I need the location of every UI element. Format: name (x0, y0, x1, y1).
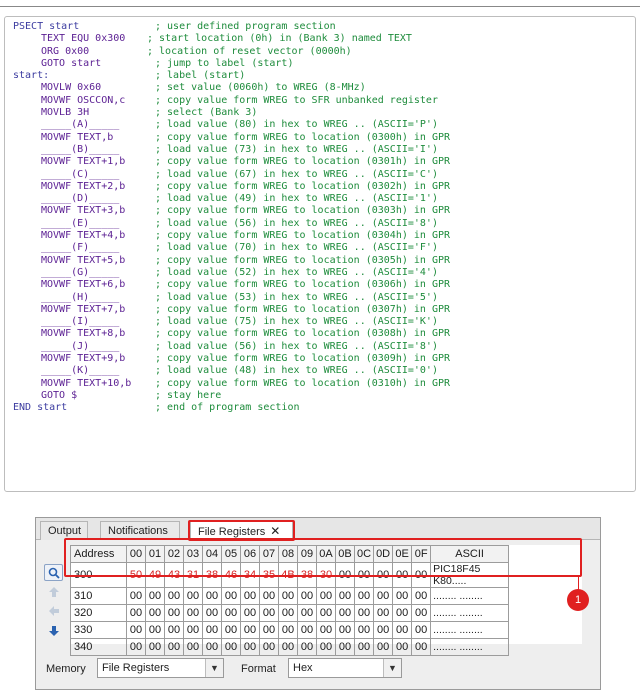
code-comment: ; end of program section (155, 402, 300, 414)
register-cell[interactable]: 31 (184, 563, 203, 588)
register-cell[interactable]: 4B (279, 563, 298, 588)
code-label: PSECT start (13, 21, 80, 32)
register-cell[interactable]: 00 (260, 639, 279, 656)
table-row[interactable] (71, 588, 509, 605)
code-instruction: MOVWF TEXT+6,b (41, 279, 126, 291)
register-cell[interactable]: 00 (393, 588, 412, 605)
register-cell[interactable]: 00 (317, 639, 336, 656)
column-header[interactable]: 0B (336, 546, 355, 563)
format-select[interactable] (288, 658, 402, 678)
register-cell[interactable]: 00 (184, 588, 203, 605)
code-comment: ; stay here (155, 389, 222, 401)
code-label: start: (13, 70, 50, 82)
register-cell[interactable]: 00 (127, 605, 146, 622)
code-instruction: _____(B)_____ (41, 143, 120, 155)
register-cell[interactable]: 00 (393, 605, 412, 622)
register-cell[interactable]: 00 (222, 605, 241, 622)
code-comment: ; load value (67) in hex to WREG .. (ASCII='C') (155, 168, 438, 180)
column-header[interactable]: 07 (260, 546, 279, 563)
code-instruction: MOVWF TEXT,b (41, 131, 114, 143)
row-address: 310 (71, 588, 127, 605)
arrow-down-icon[interactable] (44, 622, 63, 639)
register-cell[interactable]: 00 (203, 588, 222, 605)
register-cell[interactable]: 00 (127, 639, 146, 656)
search-icon[interactable] (44, 564, 63, 581)
register-cell[interactable]: 50 (127, 563, 146, 588)
row-highlight-box (64, 538, 582, 577)
register-cell[interactable]: 00 (241, 588, 260, 605)
register-cell[interactable]: 00 (374, 622, 393, 639)
arrow-left-icon[interactable] (44, 602, 63, 619)
code-instruction: MOVWF TEXT+7,b (41, 303, 126, 315)
code-comment: ; copy value form WREG to location (0300h) in GPR (155, 131, 451, 143)
register-cell[interactable]: 00 (412, 622, 431, 639)
code-instruction: _____(F)_____ (41, 242, 120, 254)
register-cell[interactable]: 38 (298, 563, 317, 588)
register-cell[interactable]: 00 (412, 563, 431, 588)
register-cell[interactable]: 00 (279, 605, 298, 622)
code-comment: ; copy value form WREG to location (0306h) in GPR (155, 279, 451, 291)
code-instruction: _____(G)_____ (41, 266, 120, 278)
register-cell[interactable]: 00 (127, 588, 146, 605)
code-listing (4, 16, 636, 492)
register-cell[interactable]: 46 (222, 563, 241, 588)
code-instruction: MOVWF OSCCON,c (41, 94, 126, 106)
register-cell[interactable]: 00 (279, 639, 298, 656)
register-cell[interactable]: 00 (412, 605, 431, 622)
register-cell[interactable]: 00 (203, 605, 222, 622)
register-cell[interactable]: 00 (241, 639, 260, 656)
register-cell[interactable]: 00 (336, 588, 355, 605)
dropdown-arrow-icon[interactable]: ▼ (383, 659, 401, 677)
register-cell[interactable]: 00 (336, 605, 355, 622)
tab-file-registers-label: File Registers (198, 526, 266, 538)
code-comment: ; copy value form WREG to location (0305h) in GPR (155, 254, 451, 266)
register-cell[interactable]: 00 (393, 622, 412, 639)
code-comment: ; copy value form WREG to location (0310h) in GPR (155, 377, 451, 389)
code-instruction: GOTO start (41, 57, 102, 69)
tab-output-label: Output (48, 525, 82, 537)
code-instruction: MOVWF TEXT+3,b (41, 205, 126, 217)
code-instruction: MOVWF TEXT+8,b (41, 328, 126, 340)
register-cell[interactable]: 49 (146, 563, 165, 588)
table-row[interactable] (71, 622, 509, 639)
register-cell[interactable]: 00 (222, 588, 241, 605)
register-cell[interactable]: 00 (165, 622, 184, 639)
register-cell[interactable]: 00 (355, 639, 374, 656)
code-instruction: _____(C)_____ (41, 168, 120, 180)
code-instruction: MOVLW 0x60 (41, 82, 102, 94)
column-header[interactable]: 08 (279, 546, 298, 563)
code-comment: ; load value (49) in hex to WREG .. (ASCII='1') (155, 193, 438, 205)
row-ascii: ........ ........ (431, 639, 509, 656)
register-cell[interactable]: 00 (146, 622, 165, 639)
register-cell[interactable]: 00 (127, 622, 146, 639)
code-comment: ; load value (75) in hex to WREG .. (ASCII='K') (155, 316, 438, 328)
code-comment: ; copy value form WREG to location (0301h) in GPR (155, 156, 451, 168)
register-cell[interactable]: 00 (355, 563, 374, 588)
memory-label: Memory (46, 663, 86, 675)
register-cell[interactable]: 00 (279, 588, 298, 605)
row-address: 320 (71, 605, 127, 622)
code-instruction: MOVWF TEXT+9,b (41, 353, 126, 365)
arrow-up-icon[interactable] (44, 583, 63, 600)
register-cell[interactable]: 00 (165, 639, 184, 656)
code-comment: ; user defined program section (155, 21, 336, 32)
register-cell[interactable]: 00 (336, 622, 355, 639)
register-cell[interactable]: 00 (222, 622, 241, 639)
column-header[interactable]: 06 (241, 546, 260, 563)
register-cell[interactable]: 00 (146, 639, 165, 656)
code-label: END start (13, 402, 68, 414)
code-comment: ; copy value form WREG to location (0307h) in GPR (155, 303, 451, 315)
column-header[interactable]: ASCII (431, 546, 509, 563)
dropdown-arrow-icon[interactable]: ▼ (205, 659, 223, 677)
register-cell[interactable]: 00 (412, 588, 431, 605)
register-cell[interactable]: 00 (260, 622, 279, 639)
code-comment: ; load value (56) in hex to WREG .. (ASCII='8') (155, 217, 438, 229)
code-comment: ; load value (48) in hex to WREG .. (ASCII='0') (155, 365, 438, 377)
code-comment: ; copy value form WREG to location (0304h) in GPR (155, 230, 451, 242)
register-cell[interactable]: 00 (336, 639, 355, 656)
bottom-bar (36, 649, 600, 689)
code-instruction: _____(K)_____ (41, 365, 120, 377)
code-comment: ; load value (73) in hex to WREG .. (ASCII='I') (155, 143, 438, 155)
code-comment: ; label (start) (155, 70, 246, 82)
code-instruction: MOVWF TEXT+1,b (41, 156, 126, 168)
register-cell[interactable]: 00 (374, 563, 393, 588)
column-header[interactable]: 00 (127, 546, 146, 563)
register-cell[interactable]: 00 (374, 588, 393, 605)
column-header[interactable]: 03 (184, 546, 203, 563)
code-instruction: _____(E)_____ (41, 217, 120, 229)
register-cell[interactable]: 00 (298, 622, 317, 639)
register-cell[interactable]: 00 (165, 605, 184, 622)
register-cell[interactable]: 00 (260, 605, 279, 622)
memory-select[interactable] (97, 658, 224, 678)
column-header[interactable]: 02 (165, 546, 184, 563)
register-cell[interactable]: 30 (317, 563, 336, 588)
code-comment: ; load value (52) in hex to WREG .. (ASCII='4') (155, 266, 438, 278)
register-cell[interactable]: 00 (222, 639, 241, 656)
register-cell[interactable]: 00 (336, 563, 355, 588)
column-header[interactable]: 0F (412, 546, 431, 563)
register-cell[interactable]: 00 (184, 605, 203, 622)
row-ascii: PIC18F45 K80..... (431, 563, 509, 588)
register-cell[interactable]: 34 (241, 563, 260, 588)
register-cell[interactable]: 00 (412, 639, 431, 656)
code-instruction: MOVWF TEXT+2,b (41, 180, 126, 192)
code-comment: ; copy value form WREG to location (0303h) in GPR (155, 205, 451, 217)
register-cell[interactable]: 00 (298, 639, 317, 656)
code-instruction: _____(J)_____ (41, 340, 120, 352)
code-comment: ; load value (70) in hex to WREG .. (ASCII='F') (155, 242, 438, 254)
column-header[interactable]: 0D (374, 546, 393, 563)
register-cell[interactable]: 35 (260, 563, 279, 588)
code-comment: ; start location (0h) in (Bank 3) named TEXT (147, 33, 412, 45)
code-comment: ; location of reset vector (0000h) (147, 45, 352, 57)
code-instruction: _____(D)_____ (41, 193, 120, 205)
code-comment: ; copy value form WREG to location (0302h) in GPR (155, 180, 451, 192)
row-address: 330 (71, 622, 127, 639)
code-instruction: MOVWF TEXT+4,b (41, 230, 126, 242)
register-cell[interactable]: 00 (184, 639, 203, 656)
code-instruction: MOVWF TEXT+5,b (41, 254, 126, 266)
column-header[interactable]: 0C (355, 546, 374, 563)
tab-notifications-label: Notifications (108, 525, 168, 537)
register-cell[interactable]: 00 (317, 605, 336, 622)
code-instruction: MOVWF TEXT+10,b (41, 377, 132, 389)
register-cell[interactable]: 00 (146, 588, 165, 605)
row-ascii: ........ ........ (431, 605, 509, 622)
register-cell[interactable]: 00 (355, 588, 374, 605)
register-cell[interactable]: 00 (203, 639, 222, 656)
code-comment: ; copy value form WREG to SFR unbanked register (155, 94, 438, 106)
register-cell[interactable]: 00 (317, 588, 336, 605)
register-cell[interactable]: 00 (393, 563, 412, 588)
code-comment: ; copy value form WREG to location (0308h) in GPR (155, 328, 451, 340)
row-address: 300 (71, 563, 127, 588)
format-label: Format (241, 663, 276, 675)
callout-badge: 1 (567, 589, 589, 611)
column-header[interactable]: 0E (393, 546, 412, 563)
column-header[interactable]: 05 (222, 546, 241, 563)
register-cell[interactable]: 00 (374, 639, 393, 656)
row-address: 340 (71, 639, 127, 656)
code-instruction: _____(I)_____ (41, 316, 120, 328)
code-comment: ; jump to label (start) (155, 57, 294, 69)
row-ascii: ........ ........ (431, 622, 509, 639)
code-comment: ; load value (80) in hex to WREG .. (ASCII='P') (155, 119, 438, 131)
register-cell[interactable]: 00 (184, 622, 203, 639)
code-instruction: GOTO $ (41, 389, 78, 401)
register-cell[interactable]: 00 (260, 588, 279, 605)
code-comment: ; copy value form WREG to location (0309h) in GPR (155, 353, 451, 365)
register-cell[interactable]: 00 (279, 622, 298, 639)
table-row[interactable] (71, 605, 509, 622)
register-cell[interactable]: 38 (203, 563, 222, 588)
register-cell[interactable]: 00 (146, 605, 165, 622)
row-ascii: ........ ........ (431, 588, 509, 605)
register-cell[interactable]: 00 (298, 588, 317, 605)
format-select-value: Hex (293, 662, 313, 674)
register-cell[interactable]: 00 (393, 639, 412, 656)
memory-select-value: File Registers (102, 662, 170, 674)
code-instruction: _____(A)_____ (41, 119, 120, 131)
code-instruction: _____(H)_____ (41, 291, 120, 303)
column-header[interactable]: 09 (298, 546, 317, 563)
column-header[interactable]: 04 (203, 546, 222, 563)
column-header[interactable]: 0A (317, 546, 336, 563)
close-icon[interactable]: ✕ (270, 524, 281, 538)
code-comment: ; set value (0060h) to WREG (8-MHz) (155, 82, 366, 94)
code-instruction: MOVLB 3H (41, 107, 90, 119)
tab-bar (36, 518, 600, 540)
column-header[interactable]: 01 (146, 546, 165, 563)
code-comment: ; select (Bank 3) (155, 107, 258, 119)
register-cell[interactable]: 00 (165, 588, 184, 605)
register-cell[interactable]: 00 (355, 622, 374, 639)
register-cell[interactable]: 00 (298, 605, 317, 622)
code-comment: ; load value (53) in hex to WREG .. (ASCII='5') (155, 291, 438, 303)
register-cell[interactable]: 00 (374, 605, 393, 622)
top-divider (0, 6, 640, 7)
register-cell[interactable]: 00 (355, 605, 374, 622)
register-cell[interactable]: 00 (241, 605, 260, 622)
register-cell[interactable]: 00 (241, 622, 260, 639)
register-cell[interactable]: 00 (317, 622, 336, 639)
code-instruction: TEXT EQU 0x300 (41, 33, 126, 45)
column-header[interactable]: Address (71, 546, 127, 563)
code-instruction: ORG 0x00 (41, 45, 90, 57)
code-comment: ; load value (56) in hex to WREG .. (ASCII='8') (155, 340, 438, 352)
register-cell[interactable]: 00 (203, 622, 222, 639)
register-cell[interactable]: 43 (165, 563, 184, 588)
